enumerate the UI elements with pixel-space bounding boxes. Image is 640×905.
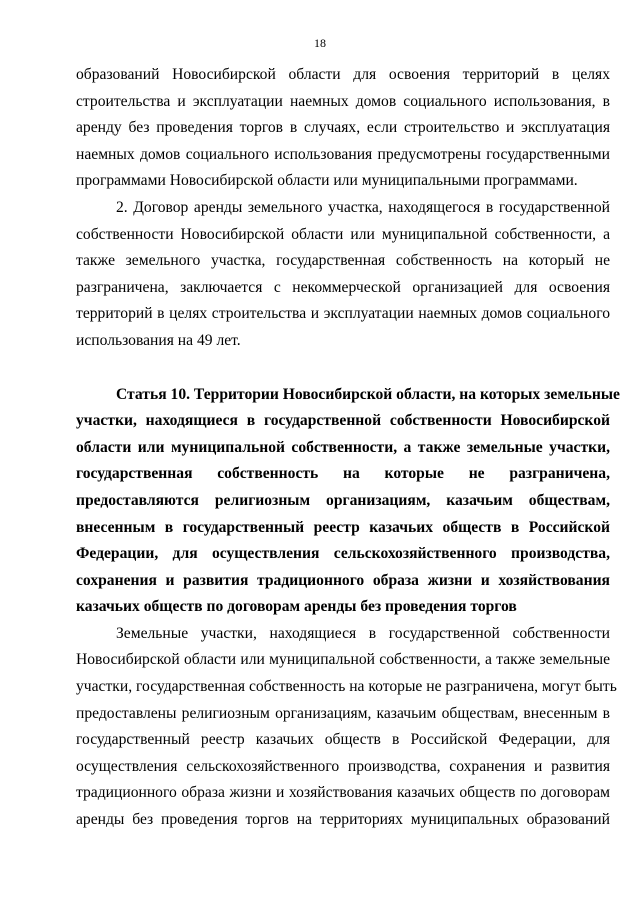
- text-line: 2. Договор аренды земельного участка, находящегося в государственной: [116, 198, 610, 216]
- heading-line: предоставляются религиозным организациям, казачьим обществам,: [76, 491, 610, 509]
- heading-line: государственная собственность на которые не разграничена,: [76, 465, 610, 483]
- paragraph-article-body: [76, 621, 617, 834]
- text-line: использования на 49 лет.: [76, 331, 241, 349]
- text-line: государственный реестр казачьих обществ в Российской Федерации, для: [76, 731, 610, 749]
- page-number: 18: [314, 36, 326, 50]
- text-line: строительства и эксплуатации наемных домов социального использования, в: [76, 92, 610, 110]
- article-heading: [76, 382, 620, 621]
- text-line: осуществления сельскохозяйственного производства, сохранения и развития: [76, 757, 610, 775]
- text-line: образований Новосибирской области для освоения территорий в целях: [76, 66, 610, 83]
- heading-line: области или муниципальной собственности, а также земельные участки,: [76, 438, 610, 456]
- heading-line: сохранения и развития традиционного образа жизни и хозяйствования: [76, 571, 610, 589]
- text-line: Новосибирской области или муниципальной собственности, а также земельные: [76, 651, 610, 669]
- text-line: разграничена, заключается с некоммерческой организацией для освоения: [76, 278, 610, 296]
- text-line: также земельного участка, государственная собственность на который не: [76, 252, 610, 270]
- heading-line: Статья 10. Территории Новосибирской области, на которых земельные: [116, 385, 620, 403]
- heading-line: казачьих обществ по договорам аренды без проведения торгов: [76, 598, 517, 616]
- document-body: [76, 62, 620, 834]
- heading-line: Федерации, для осуществления сельскохозяйственного производства,: [76, 545, 610, 563]
- text-line: программами Новосибирской области или муниципальными программами.: [76, 172, 578, 190]
- paragraph-continuation: [76, 62, 610, 195]
- heading-line: участки, находящиеся в государственной собственности Новосибирской: [76, 412, 610, 430]
- text-line: традиционного образа жизни и хозяйствования казачьих обществ по договорам: [76, 784, 610, 802]
- text-line: наемных домов социального использования предусмотрены государственными: [76, 145, 610, 163]
- text-line: предоставлены религиозным организациям, казачьим обществам, внесенным в: [76, 704, 610, 722]
- heading-line: внесенным в государственный реестр казачьих обществ в Российской: [76, 518, 610, 536]
- text-line: Земельные участки, находящиеся в государственной собственности: [116, 624, 610, 642]
- text-line: участки, государственная собственность на которые не разграничена, могут быть: [76, 678, 617, 696]
- text-line: аренды без проведения торгов на территориях муниципальных образований: [76, 811, 610, 829]
- text-line: аренду без проведения торгов в случаях, если строительство и эксплуатация: [76, 119, 610, 137]
- text-line: собственности Новосибирской области или муниципальной собственности, а: [76, 225, 610, 243]
- text-line: территорий в целях строительства и эксплуатации наемных домов социального: [76, 305, 610, 323]
- paragraph-lease-term: [76, 195, 610, 355]
